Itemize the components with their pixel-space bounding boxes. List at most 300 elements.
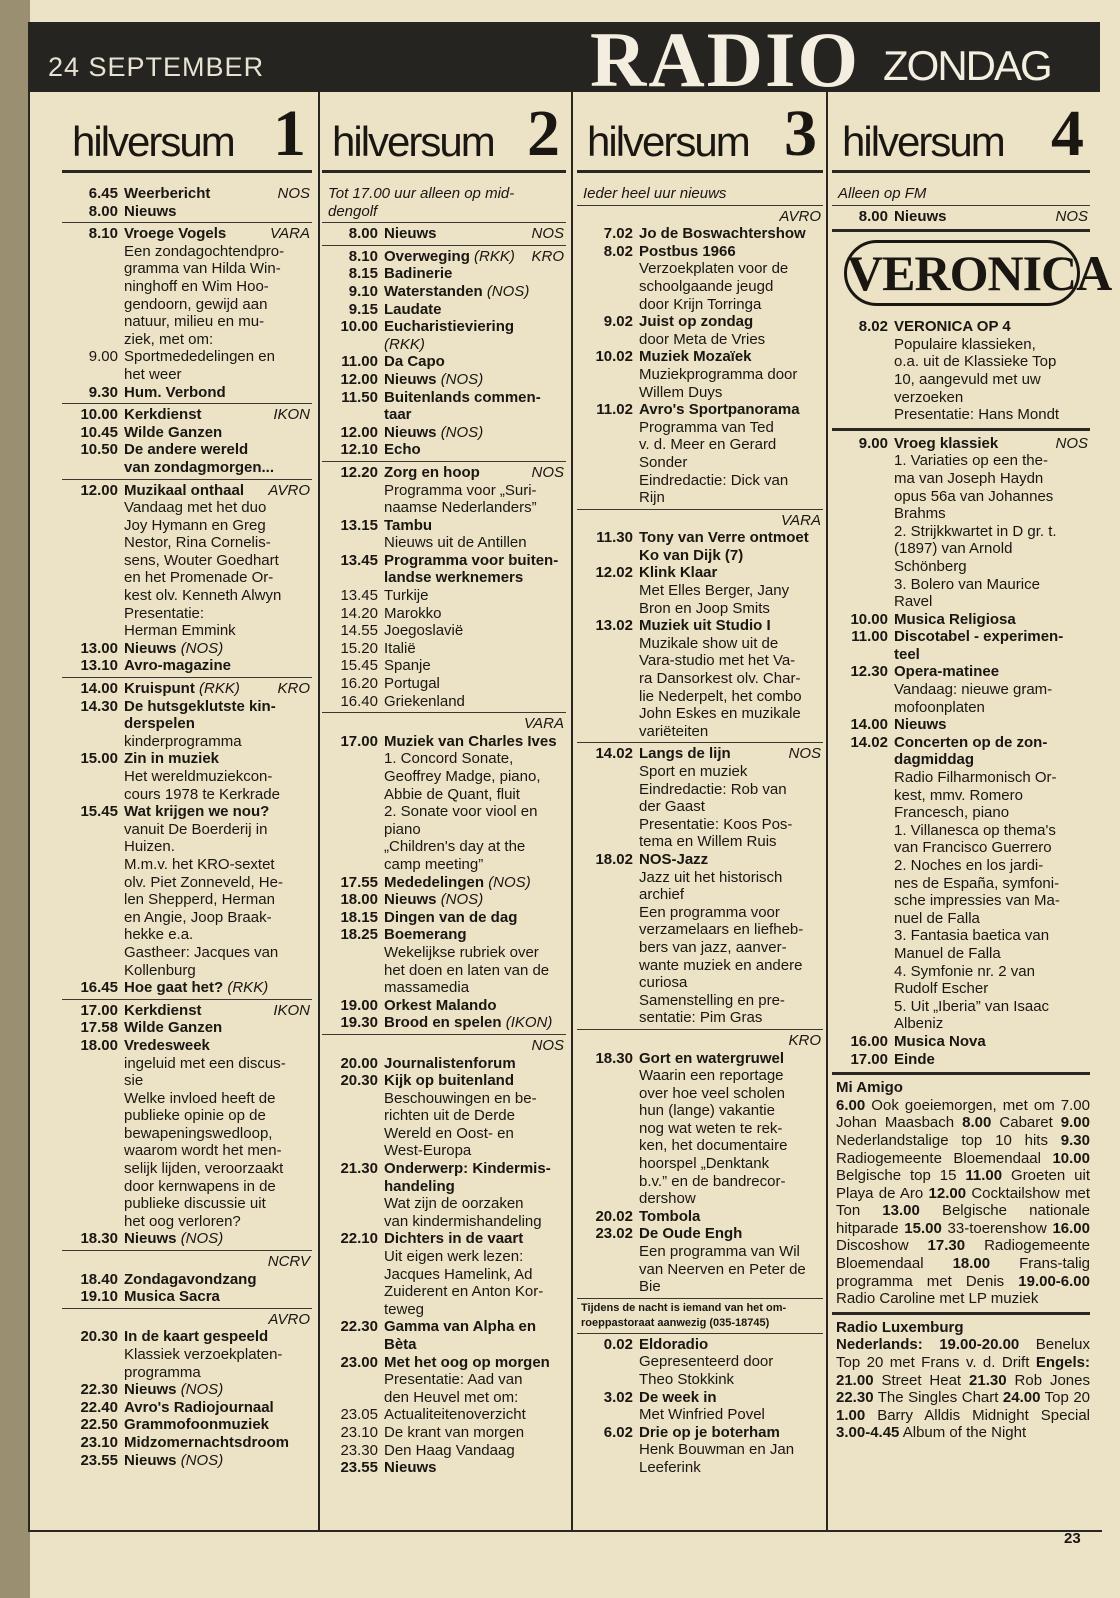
program-title: Wat krijgen we nou? [124,803,270,821]
program-title: Waterstanden [384,282,483,300]
program-entry [62,1271,312,1289]
program-info [384,997,566,1015]
program-description: opus 56a van Johannes [894,487,1054,505]
program-title: NOS-Jazz [639,850,709,868]
program-time: 0.02 [603,1335,633,1353]
divider [577,1029,823,1030]
program-time: 18.02 [595,850,633,868]
station-word: hilversum [587,118,749,165]
program-time: 11.00 [341,353,378,371]
program-time: 23.55 [80,1451,118,1469]
program-info [124,1037,312,1055]
program-entry [577,617,823,635]
program-description: kest olv. Kenneth Alwyn [124,587,282,605]
program-title: Orkest Malando [384,996,497,1014]
program-title: Muziek van Charles Ives [384,732,557,750]
broadcaster-suffix: (NOS) [440,423,484,441]
program-time: 23.02 [595,1225,633,1243]
schedule-text: Cabaret [991,1114,1061,1132]
divider [832,229,1090,232]
program-entry [322,622,566,640]
program-info [384,301,566,319]
program-description: hun (lange) vakantie [639,1102,775,1120]
divider [322,222,566,223]
program-description: derspelen [124,715,195,733]
program-title: Jo de Boswachtershow [639,225,806,243]
program-title: Eldoradio [639,1335,709,1353]
program-time: 13.15 [340,516,378,534]
program-entry [322,1160,566,1178]
program-info [124,203,312,221]
program-info [384,1424,566,1442]
broadcaster-label: AVRO [268,1310,310,1328]
program-time: 14.02 [850,733,888,751]
program-title: Juist op zondag [639,313,754,331]
program-description: len Shepperd, Herman [124,891,275,909]
program-title: Den Haag Vandaag [384,1441,515,1459]
program-info [384,552,566,570]
program-time: 17.58 [80,1019,118,1037]
program-entry [322,464,566,482]
schedule-text: Nederlandstalige top 10 hits [836,1131,1061,1149]
program-time: 22.30 [80,1381,118,1399]
program-list [577,185,823,1477]
program-description: Uit eigen werk lezen: [384,1248,524,1266]
program-entry [322,640,566,658]
program-info [124,1434,312,1452]
program-time: 18.40 [80,1270,118,1288]
schedule-text: Benelux Top 20 met Frans v. d. Drift [836,1336,1090,1372]
program-entry [62,482,312,500]
program-title: Langs de lijn [639,745,731,763]
program-entry [577,401,823,419]
program-time: 7.02 [603,225,633,243]
program-entry [322,926,566,944]
program-title: Dichters in de vaart [384,1230,524,1248]
program-entry [577,1424,823,1442]
program-description: sche impressies van Ma- [894,892,1060,910]
station-number: 3 [784,97,817,170]
program-info [384,353,566,371]
broadcaster-tag: AVRO [268,481,310,499]
program-description: Jacques Hamelink, Ad [384,1265,533,1283]
schedule-text: Street Heat [873,1371,970,1389]
program-description: en het Promenade Or- [124,569,274,587]
program-title: Nieuws [124,202,177,220]
program-description: b.v.” en de bandrecor- [639,1172,786,1190]
program-description: Gepresenteerd door [639,1353,774,1371]
program-time: 23.05 [340,1406,378,1424]
broadcaster-suffix: (NOS) [180,1230,224,1248]
program-title: Wilde Ganzen [124,423,223,441]
program-info [639,1208,823,1226]
program-description: Zuiderent en Anton Kor- [384,1283,544,1301]
program-entry [322,1230,566,1248]
program-time: 11.30 [596,529,633,547]
program-entry [322,517,566,535]
schedule-time: 15.00 [904,1219,942,1237]
program-entry [322,248,566,266]
broadcaster-tag: IKON [273,1001,310,1019]
station-number: 2 [527,97,560,170]
program-time: 23.10 [340,1423,378,1441]
program-title: Mededelingen [384,873,485,891]
program-entry [62,348,312,366]
station-word: hilversum [72,118,234,165]
program-info [124,1271,312,1289]
program-entry [62,1002,312,1020]
program-title: Discotabel - experimen- [894,628,1064,646]
program-time: 16.45 [80,979,118,997]
program-info [894,318,1090,336]
broadcaster-suffix: (NOS) [180,1381,224,1399]
schedule-text: Top 20 [1040,1389,1091,1407]
program-description: variëteiten [639,722,709,740]
program-description: Met Winfried Povel [639,1406,765,1424]
station-name: Radio Luxemburg [836,1318,964,1336]
program-info [384,1072,566,1090]
program-entry [322,225,566,243]
program-time: 22.10 [340,1230,378,1248]
program-title: Boemerang [384,926,467,944]
program-description: gramma van Hilda Win- [124,260,281,278]
program-list [832,185,1112,1442]
program-title: Nieuws [384,423,437,441]
program-title: Portugal [384,675,440,693]
program-description: 2. Noches en los jardi- [894,857,1044,874]
program-entry [322,587,566,605]
program-description: sie [124,1072,144,1090]
program-info [124,348,312,366]
program-entry [832,1033,1090,1051]
program-title: Kerkdienst [124,1001,202,1019]
program-info [124,680,312,698]
program-time: 8.10 [88,225,118,243]
program-description: olv. Piet Zonneveld, He- [124,873,283,891]
program-title: Muziek Mozaïek [639,348,752,366]
program-description: der Gaast [639,798,705,816]
schedule-text: Barry Alldis Midnight Special [865,1406,1090,1424]
broadcaster-label: NOS [531,1036,564,1054]
program-description: landse werknemers [384,569,524,587]
program-description: ra Dansorkest olv. Char- [639,670,801,688]
program-time: 18.30 [80,1230,118,1248]
program-entry [322,318,566,336]
program-title: In de kaart gespeeld [124,1328,269,1346]
program-info [384,1230,566,1248]
program-title: VERONICA OP 4 [894,318,1011,336]
schedule-time: 19.00-6.00 [1018,1272,1090,1290]
program-info [639,1389,823,1407]
program-description: dagmiddag [894,751,975,769]
program-title: Einde [894,1050,935,1068]
divider [62,403,312,404]
program-entry [577,348,823,366]
program-info [124,384,312,402]
program-description: van kindermishandeling [384,1212,542,1230]
program-description: over hoe veel scholen [639,1084,785,1102]
program-time: 12.10 [340,441,378,459]
program-info [384,318,566,336]
program-description: het oog verloren? [124,1212,241,1230]
schedule-time: 10.00 [1052,1149,1090,1167]
program-title: Griekenland [384,692,465,710]
program-description: Manuel de Falla [894,944,1001,962]
program-description: John Eskes en muzikale [639,705,801,723]
program-description: camp meeting” [384,855,484,873]
broadcaster-suffix: (IKON) [505,1014,553,1032]
broadcaster-suffix: (RKK) [227,979,269,997]
program-description: Wat zijn de oorzaken [384,1195,524,1213]
program-description: schoolgaande jeugd [639,277,774,295]
broadcaster-tag: IKON [273,406,310,424]
column-hilversum-2 [322,97,566,1477]
column-hilversum-1 [62,97,312,1469]
divider [62,479,312,480]
program-title: Nieuws [384,1459,437,1477]
program-description: Willem Duys [639,383,723,401]
program-title: Muziek uit Studio I [639,617,771,635]
program-description: (RKK) [384,335,425,353]
program-list [322,185,566,1477]
program-title: Echo [384,441,421,459]
schedule-time: 11.00 [965,1167,1003,1185]
program-info [384,441,566,459]
schedule-text: Discoshow [836,1237,928,1255]
program-description: massamedia [384,979,470,997]
schedule-time: 17.30 [927,1237,966,1255]
program-entry [62,640,312,658]
program-time: 9.02 [603,313,633,331]
program-entry [62,424,312,442]
broadcaster-tag: NOS [531,463,564,481]
program-entry [62,1416,312,1434]
program-title: De krant van morgen [384,1423,525,1441]
program-entry [322,353,566,371]
program-title: Zorg en hoop [384,463,480,481]
program-info [124,406,312,424]
program-description: „Children's day at the [384,838,526,856]
program-description: nes de España, symfoni- [894,874,1060,892]
program-time: 9.00 [88,348,118,366]
program-info [124,979,312,997]
station-number: 1 [273,97,306,170]
schedule-time: 21.30 [969,1371,1007,1389]
program-description: sentatie: Pim Gras [639,1009,763,1027]
program-time: 17.00 [340,732,378,750]
program-info [384,587,566,605]
program-title: Vroege Vogels [124,225,227,243]
program-time: 18.00 [340,891,378,909]
station-word: hilversum [332,118,494,165]
program-description: tema en Willem Ruis [639,833,777,851]
program-info [894,716,1090,734]
program-time: 13.45 [340,551,378,569]
program-time: 20.30 [340,1072,378,1090]
program-title: Nieuws [894,716,947,734]
program-time: 17.00 [80,1001,118,1019]
program-time: 21.30 [340,1160,378,1178]
program-time: 8.00 [88,202,118,220]
column-heading [577,97,823,173]
program-time: 23.00 [340,1353,378,1371]
program-time: 10.00 [340,318,378,336]
program-entry [62,1288,312,1306]
program-description: ma van Joseph Haydn [894,469,1044,487]
program-info [124,1230,312,1248]
program-description: archief [639,886,685,904]
program-info [894,734,1090,752]
schedule-time: 16.00 [1052,1219,1090,1237]
program-description: Een programma van Wil [639,1243,800,1261]
program-title: Programma voor buiten- [384,551,559,569]
program-entry [62,803,312,821]
program-entry [62,1037,312,1055]
program-info [124,1416,312,1434]
program-entry [832,435,1090,453]
header-title: RADIO [590,16,861,103]
program-title: Musica Religiosa [894,610,1016,628]
program-time: 10.02 [595,348,633,366]
program-info [384,517,566,535]
program-entry [577,1389,823,1407]
program-info [124,1452,312,1470]
program-entry [322,552,566,570]
program-description: 10, aangevuld met uw [894,370,1041,388]
divider [62,999,312,1000]
broadcaster-label: NCRV [267,1253,310,1271]
program-description: taar [384,406,412,424]
program-description: Verzoekplaten voor de [639,260,789,278]
program-time: 12.02 [595,564,633,582]
program-title: Badinerie [384,265,453,283]
program-description: Presentatie: Hans Mondt [894,406,1060,424]
program-entry [62,680,312,698]
schedule-text: Rob Jones [1006,1371,1090,1389]
program-info [384,891,566,909]
program-info [124,424,312,442]
program-description: 1. Variaties op een the- [894,452,1048,470]
program-entry [577,745,823,763]
program-description: Samenstelling en pre- [639,991,785,1009]
broadcaster-tag: NOS [1055,207,1088,225]
program-info [384,1014,566,1032]
veronica-logo [832,240,1112,308]
program-info [124,657,312,675]
program-info [384,1055,566,1073]
program-time: 8.10 [348,247,378,265]
program-info [639,1225,823,1243]
program-entry [577,225,823,243]
program-time: 17.55 [340,873,378,891]
program-description: Presentatie: Koos Pos- [639,815,793,833]
program-info [384,733,566,751]
program-title: Wilde Ganzen [124,1019,223,1037]
program-info [124,803,312,821]
program-description: handeling [384,1177,455,1195]
program-info [384,225,566,243]
broadcaster-suffix: (NOS) [440,891,484,909]
schedule-text: Frans-talig programma met Denis [836,1255,1090,1290]
program-info [384,675,566,693]
program-entry [62,657,312,675]
program-info [384,693,566,711]
program-description: teel [894,645,920,663]
program-info [384,1406,566,1424]
schedule-time: 24.00 [1002,1389,1041,1407]
program-description: mofoonplaten [894,698,985,716]
divider [832,1312,1090,1315]
program-info [639,1336,823,1354]
divider [832,428,1090,431]
program-entry [62,441,312,459]
program-time: 20.30 [80,1328,118,1346]
divider [62,1308,312,1309]
program-description: Vandaag met het duo [124,499,267,517]
schedule-time: 9.30 [1060,1131,1090,1149]
broadcaster-tag: NOS [1055,434,1088,452]
program-title: Eucharistieviering [384,318,515,336]
program-entry [322,605,566,623]
program-title: Overweging [384,247,470,265]
program-title: Hum. Verbond [124,383,226,401]
program-entry [62,979,312,997]
program-time: 20.02 [595,1207,633,1225]
program-description: curiosa [639,974,688,992]
schedule-text: Radiogemeente Bloemendaal [836,1149,1053,1167]
program-info [639,225,823,243]
program-description: nuel de Falla [894,909,980,927]
program-description: publieke discussie uit [124,1195,266,1213]
program-time: 18.25 [340,926,378,944]
program-description: Geoffrey Madge, piano, [384,768,541,785]
program-time: 19.00 [340,996,378,1014]
program-entry [322,1072,566,1090]
program-description: natuur, milieu en mu- [124,313,265,331]
program-description: Bron en Joop Smits [639,599,770,617]
program-description: en Angie, Joop Braak- [124,908,272,926]
schedule-text: 33-toerenshow [941,1219,1053,1237]
program-entry [322,265,566,283]
schedule-text: Radio Caroline met LP muziek [836,1290,1039,1308]
program-description: Sonder [639,453,688,471]
program-info [384,926,566,944]
program-description: Klassiek verzoekplaten- [124,1346,283,1363]
program-title: Tombola [639,1207,701,1225]
broadcaster-tag: KRO [531,247,564,265]
program-title: Concerten op de zon- [894,733,1048,751]
program-info [124,482,312,500]
program-entry [577,564,823,582]
schedule-time: 12.00 [928,1184,967,1202]
program-description: door Krijn Torringa [639,295,762,313]
program-info [639,851,823,869]
program-info [894,628,1090,646]
program-description: wante muziek en andere [639,956,803,974]
program-info [384,657,566,675]
program-title: Opera-matinee [894,663,1000,681]
column-divider [571,92,573,1530]
program-title: Actualiteitenoverzicht [384,1406,526,1424]
program-info [384,1160,566,1178]
program-description: Muzikale show uit de [639,634,779,652]
program-title: Nieuws [124,639,177,657]
program-time: 8.15 [348,265,378,283]
program-entry [322,1424,566,1442]
program-description: Wereld en Oost- en [384,1124,514,1142]
program-time: 12.20 [340,463,378,481]
program-description: Henk Bouwman en Jan [639,1441,795,1459]
